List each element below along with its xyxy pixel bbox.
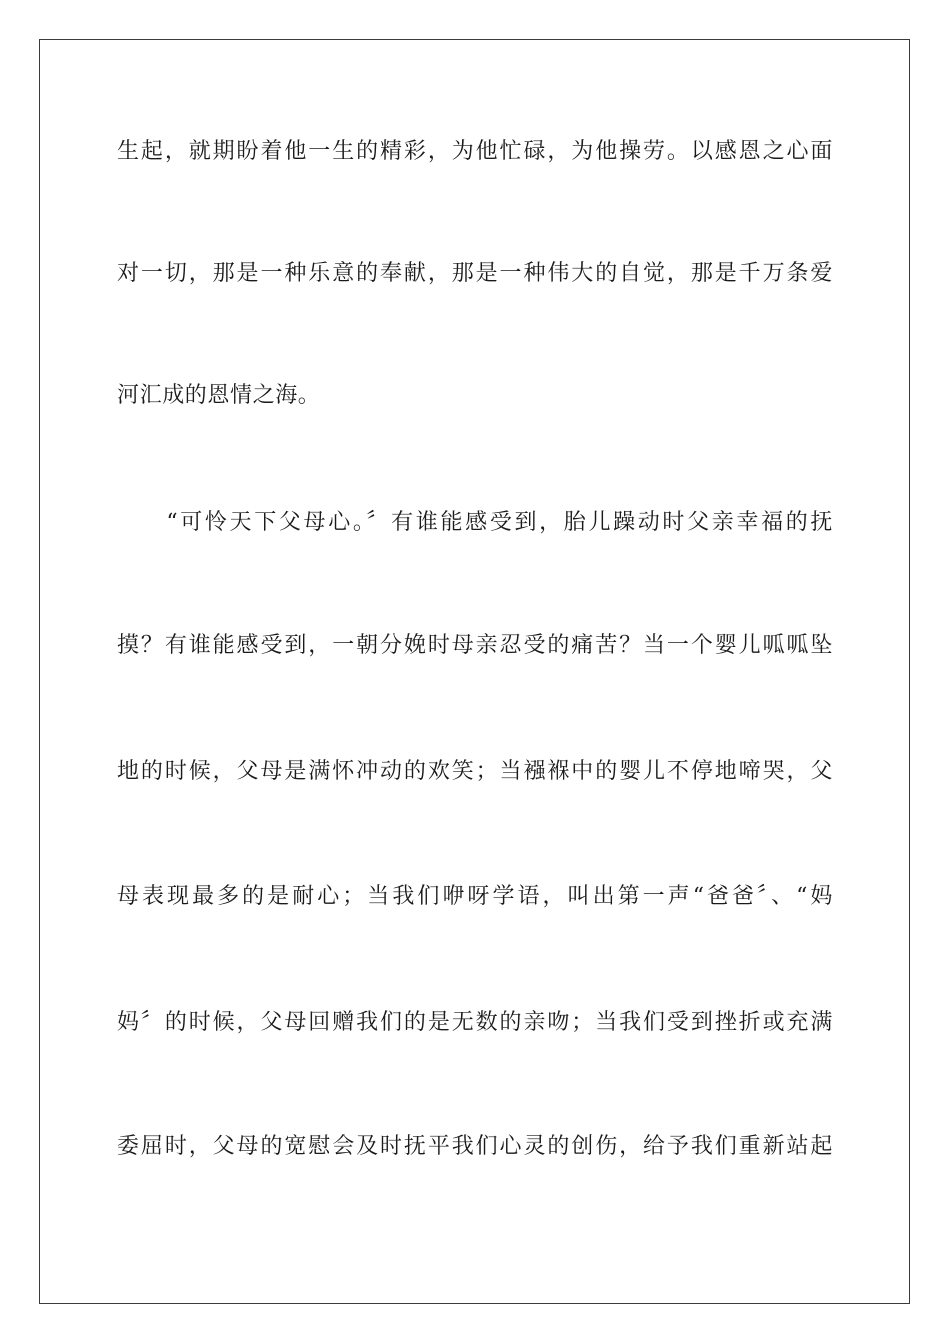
page-border <box>39 39 910 1304</box>
text-line-6: 地的时候，父母是满怀冲动的欢笑；当襁褓中的婴儿不停地啼哭，父 <box>117 759 833 784</box>
text-line-5: 摸？有谁能感受到，一朝分娩时母亲忍受的痛苦？当一个婴儿呱呱坠 <box>117 633 833 658</box>
text-line-4: “可怜天下父母心。〞有谁能感受到，胎儿躁动时父亲幸福的抚 <box>117 510 833 535</box>
text-line-8: 妈〞的时候，父母回赠我们的是无数的亲吻；当我们受到挫折或充满 <box>117 1010 833 1035</box>
text-line-3: 河汇成的恩情之海。 <box>117 383 321 408</box>
text-line-7: 母表现最多的是耐心；当我们咿呀学语，叫出第一声“爸爸〞、“妈 <box>117 884 833 909</box>
text-line-1: 生起，就期盼着他一生的精彩，为他忙碌，为他操劳。以感恩之心面 <box>117 139 833 164</box>
text-line-9: 委屈时，父母的宽慰会及时抚平我们心灵的创伤，给予我们重新站起 <box>117 1134 833 1159</box>
text-line-2: 对一切，那是一种乐意的奉献，那是一种伟大的自觉，那是千万条爱 <box>117 261 833 286</box>
